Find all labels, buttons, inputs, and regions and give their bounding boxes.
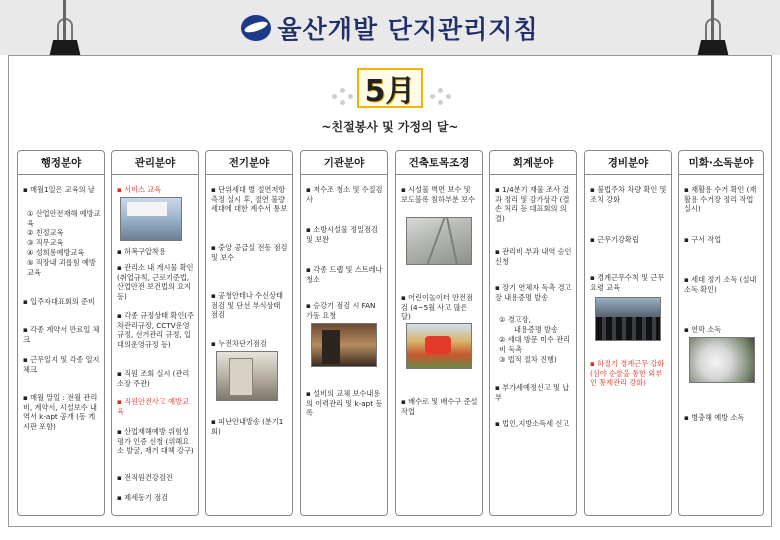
list-item: ▪ 어린이놀이터 안전점검 (4~5월 사고 많은 달) — [401, 293, 473, 322]
list-item: ② 친절교육 — [27, 228, 64, 237]
list-item: ▪ 각종 규정상태 확인(주차관리규정, CCTV운영규정, 선거관리 규정, 입대의운영규정 등) — [117, 311, 195, 349]
list-item: ▪ 법인,지방소득세 신고 — [495, 419, 570, 428]
list-item: ▪ 피난안내방송 (분기1회) — [211, 417, 284, 436]
list-item: ▪ 근무일지 및 각종 일지 체크 — [23, 355, 100, 374]
list-item: ▪ 구서 작업 — [684, 235, 722, 244]
list-item: ▪ 산업재해예방 위험성평가 인증 신청 (위해요소 발굴, 재거 대책 강구) — [117, 427, 194, 456]
breaker-inspection-photo — [216, 351, 278, 401]
column-architecture — [395, 150, 483, 516]
column-header-security: 경비분야 — [585, 151, 671, 175]
list-item: ▪ 직원 조회 실시 (관리소장 주관) — [117, 369, 190, 388]
column-admin — [17, 150, 105, 516]
list-item: ▪ 경계근무수칙 및 근무 요령 교육 — [590, 273, 665, 292]
list-item: ▪ 불법주차 차량 확인 및 조치 강화 — [590, 185, 667, 204]
page-title: 율산개발 단지관리지침 — [277, 15, 539, 44]
month-theme: ~친절봉사 및 가정의 달~ — [321, 120, 459, 134]
list-item: ▪ 각종 계약서 만료일 체크 — [23, 325, 100, 344]
list-item: ▪ 관리비 부과 내역 승인신청 — [495, 247, 572, 266]
column-header-admin: 행정분야 — [18, 151, 104, 175]
list-item: ▪ 저수조 청소 및 수질검사 — [306, 185, 383, 204]
column-header-electric: 전기분야 — [206, 151, 292, 175]
list-item: ▪ 부가세예정신고 및 납부 — [495, 383, 570, 402]
list-item: ▪ 시설물 벽면 보수 및 보도블록 침하부분 보수 — [401, 185, 476, 204]
column-management — [111, 150, 199, 516]
column-header-architecture: 건축토목조경 — [396, 151, 482, 175]
list-item: ③ 법적 절차 진행) — [499, 355, 557, 364]
decoration-dots-left-icon — [330, 80, 356, 106]
list-item: ▪ 공청안테나 수신상태 점검 및 단선 부식상태 점검 — [211, 291, 283, 320]
list-item: ▪ 배수로 및 배수구 준설 작업 — [401, 397, 478, 416]
elevator-fan-photo — [311, 323, 377, 367]
list-item: ▪ 소방시설물 정밀점검 및 보완 — [306, 225, 378, 244]
playground-photo — [406, 323, 472, 369]
column-accounting — [489, 150, 577, 516]
list-item: ▪ 병충해 예방 소독 — [684, 413, 745, 422]
list-item: ▪ 장기 연체자 독촉 경고장 내용증명 발송 — [495, 283, 572, 302]
column-header-management: 관리분야 — [112, 151, 198, 175]
list-item: ▪ 세대 정기 소독 (실내 소독 확인) — [684, 275, 757, 294]
title-area — [0, 10, 780, 46]
column-electric — [205, 150, 293, 516]
list-item: ② 세대 방문 미수 관리비 독촉 — [499, 335, 571, 354]
list-item: ▪ 허복구압착용 — [117, 247, 166, 256]
company-logo-icon — [241, 15, 271, 41]
list-item: ▪ 연막 소독 — [684, 325, 722, 334]
column-header-accounting: 회계분야 — [490, 151, 576, 175]
column-sanitation — [678, 150, 764, 516]
list-item: ▪ 설비의 교체 보수내용의 이력관리 및 k-apt 등록 — [306, 389, 383, 418]
list-item: ① 경고장, — [499, 315, 531, 324]
month-label: 5月 — [364, 74, 416, 109]
column-header-machinery: 기관분야 — [301, 151, 387, 175]
list-item: ▪ 누전차단기점검 — [211, 339, 267, 348]
list-item: ① 산업안전재해 예방교육 — [27, 209, 101, 228]
list-item: ▪ 승강기 점검 시 FAN 가동 요청 — [306, 301, 376, 320]
list-item: ④ 성희롱예방교육 — [27, 248, 85, 257]
month-badge — [357, 68, 423, 108]
fog-disinfection-photo — [689, 337, 755, 383]
list-item: ▪ 재활용 수거 확인 (재활용 수거장 정리 작업 실시) — [684, 185, 757, 214]
decoration-dots-right-icon — [428, 80, 454, 106]
list-item: ▪ 단위세대 별 절연저항 측정 실시 후, 절연 불량 세대에 대한 계수서 통보 — [211, 185, 288, 214]
list-item: ⑤ 직장내 괴롭힘 예방교육 — [27, 258, 96, 277]
list-item: ▪ 매월1일은 교육의 날 — [23, 185, 95, 194]
list-item: ▪ 관리소 내 게시물 확인(취업규칙, 근로기준법, 산업안전 보건법의 요지 등) — [117, 263, 194, 301]
list-item: ▪ 제세동기 점검 — [117, 493, 169, 502]
guard-training-photo — [595, 297, 661, 341]
list-item: ▪ 각종 드랩 및 스트레나 청소 — [306, 265, 383, 284]
list-item: ▪ 중앙 공급실 전동 점검 및 보수 — [211, 243, 288, 262]
column-header-sanitation: 미화·소독분야 — [679, 151, 763, 175]
list-item: ▪ 입주자대표회의 준비 — [23, 297, 95, 306]
list-item: 내용증명 발송 — [514, 325, 558, 334]
column-security — [584, 150, 672, 516]
column-machinery — [300, 150, 388, 516]
list-item: ▪ 직원안전사고 예방교육 — [117, 397, 189, 416]
list-item: ▪ 서비스 교육 — [117, 185, 162, 194]
list-item: ▪ 매월 말일 : 전월 관리비, 계약서, 시설보수 내역서 k-apt 공개 (동 게시판 포함) — [23, 393, 98, 431]
list-item: ▪ 하절기 경계근무 강화 (심야 순찰을 통한 외부인 통제관리 강화) — [590, 359, 665, 388]
service-training-photo — [120, 197, 182, 241]
list-item: ▪ 근무기강확립 — [590, 235, 639, 244]
sidewalk-repair-photo — [406, 217, 472, 265]
list-item: ▪ 전직원건강검진 — [117, 473, 173, 482]
list-item: ③ 직무교육 — [27, 238, 64, 247]
list-item: ▪ 1/4분기 재물 조사 결과 정리 및 감가상각 (결손 처리 등 대표회의 의결) — [495, 185, 570, 223]
